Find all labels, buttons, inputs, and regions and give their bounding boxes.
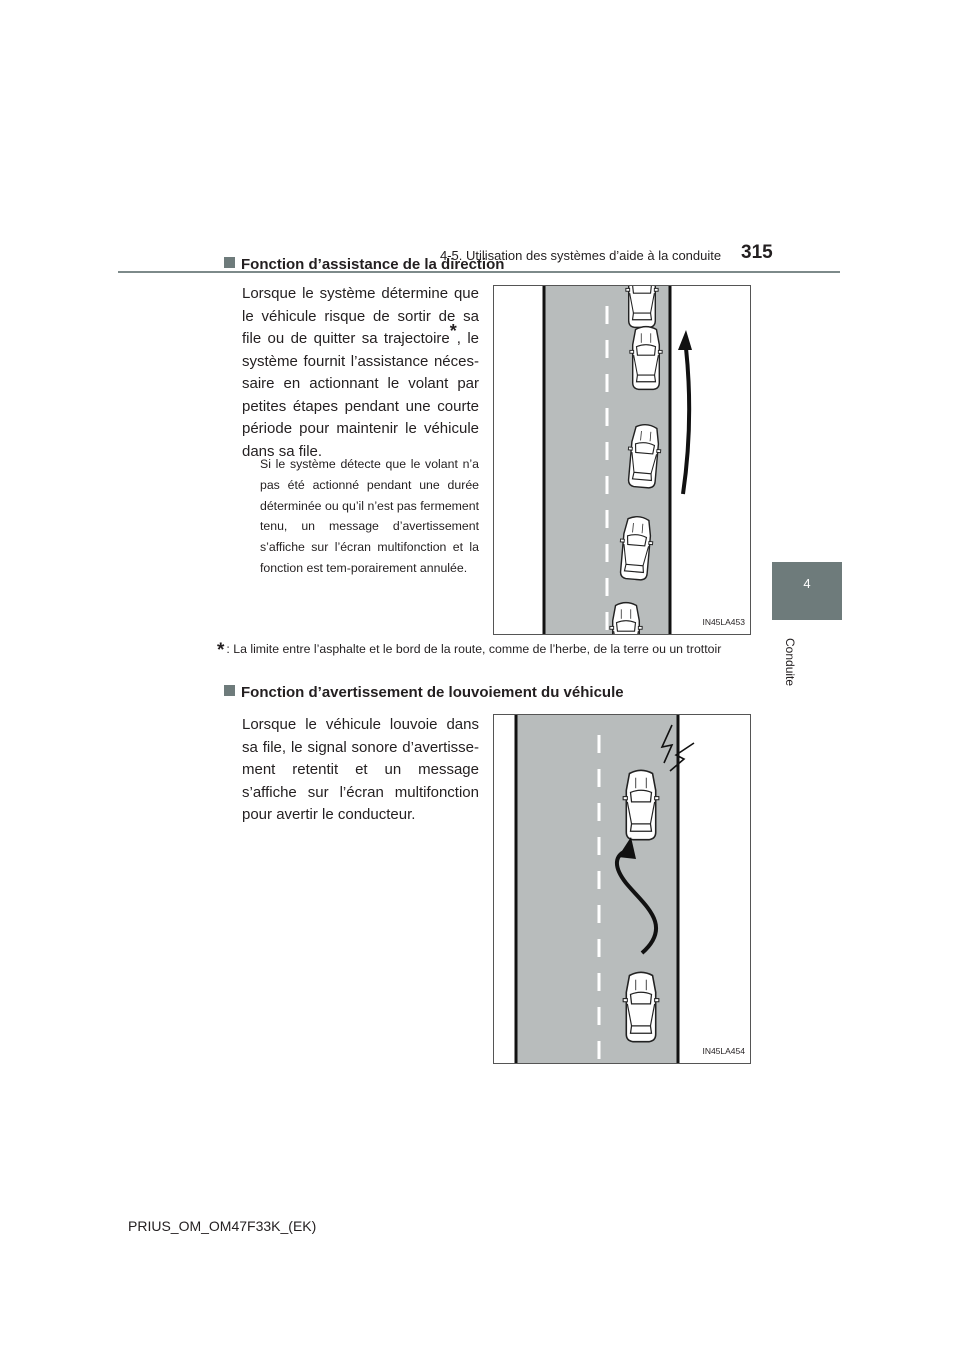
figure-code: IN45LA454 bbox=[702, 1046, 745, 1056]
section2-heading bbox=[224, 684, 624, 701]
figure-steering-assist bbox=[493, 285, 751, 635]
figure-sway-warning bbox=[493, 714, 751, 1064]
square-bullet-icon bbox=[224, 685, 235, 696]
footnote bbox=[217, 640, 745, 661]
section1-note: Si le système détecte que le volant n’a pas été actionné pendant une durée déterminée ou qu’il n’est pas fermement tenu, un message d’avertissement s’affiche sur l’écran multifonction et la fonction est tem-porairement annulée. bbox=[260, 457, 479, 575]
header-section-title: 4-5. Utilisation des systèmes d’aide à la conduite bbox=[440, 248, 722, 263]
section1-heading bbox=[224, 256, 504, 273]
footnote-text: : La limite entre l’asphalte et le bord de la route, comme de l’herbe, de la terre ou un trottoir bbox=[226, 642, 722, 656]
footnote-star: * bbox=[217, 640, 225, 661]
arrow-head-icon bbox=[678, 330, 692, 350]
section2-body: Lorsque le véhicule louvoie dans sa file, le signal sonore d’avertisse-ment retentit et un message s’affiche sur l’écran multifonction pour avertir le conducteur. bbox=[242, 716, 479, 823]
car-icon bbox=[630, 327, 662, 390]
direction-arrow bbox=[683, 348, 689, 494]
figure-code: IN45LA453 bbox=[702, 617, 745, 627]
chapter-label: Conduite bbox=[783, 638, 797, 687]
chapter-tab bbox=[772, 562, 842, 620]
chapter-number: 4 bbox=[803, 576, 811, 591]
section1-heading-text: Fonction d’assistance de la direction bbox=[241, 256, 505, 273]
square-bullet-icon bbox=[224, 257, 235, 268]
section1-body bbox=[242, 283, 479, 463]
car-icon bbox=[623, 770, 659, 839]
section1-body-part1: Lorsque le système détermine que le véhicule risque de sortir de sa file ou de quitter sa trajectoire bbox=[242, 285, 479, 347]
car-icon bbox=[626, 285, 658, 327]
section2-heading-text: Fonction d’avertissement de louvoiement du véhicule bbox=[241, 684, 624, 701]
document-id: PRIUS_OM_OM47F33K_(EK) bbox=[128, 1218, 317, 1234]
page-number: 315 bbox=[741, 242, 773, 263]
car-icon bbox=[623, 972, 659, 1041]
footnote-marker: * bbox=[449, 321, 457, 341]
section1-body-part2: , le système fournit l’assistance néces-saire en actionnant le volant par petites étapes pendant une courte période pour maintenir le véhicule dans sa file. bbox=[242, 330, 479, 460]
car-icon bbox=[610, 603, 642, 635]
